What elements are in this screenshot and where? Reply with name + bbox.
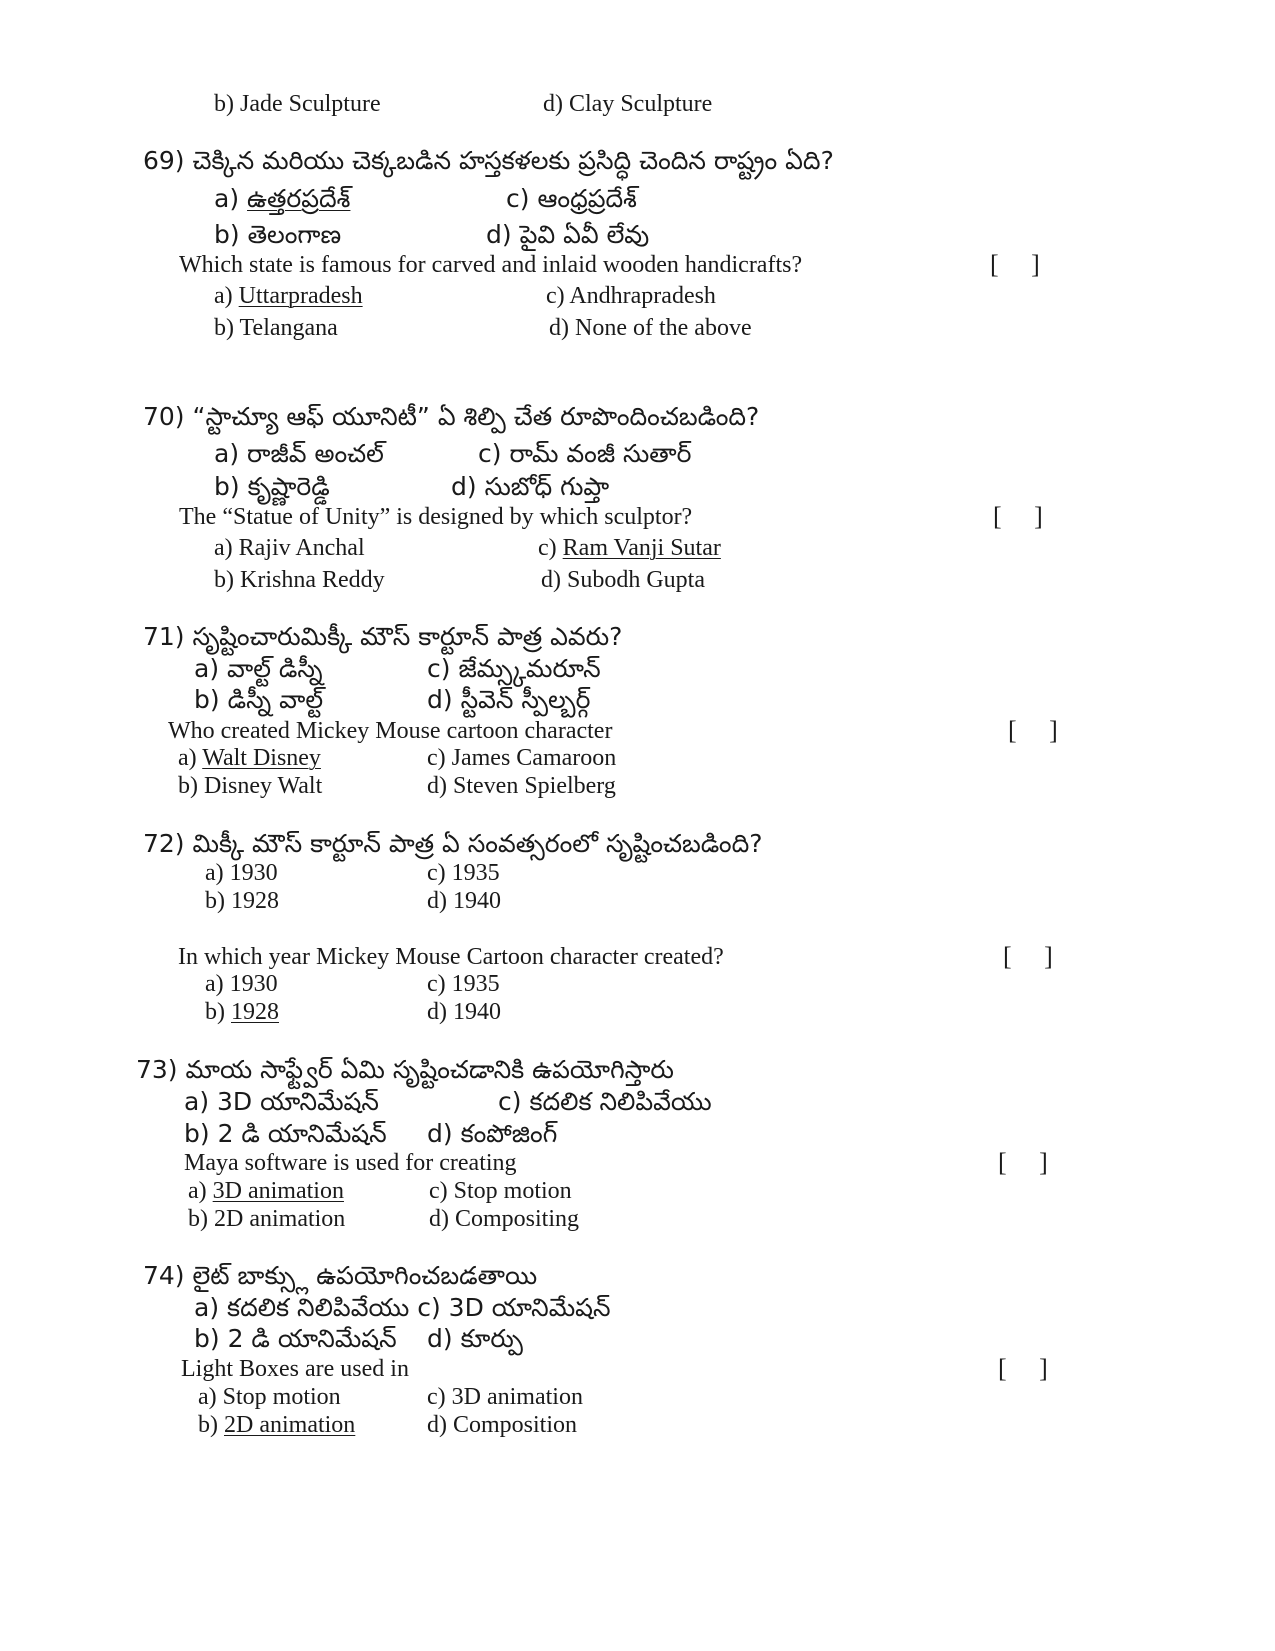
- q70-telugu-option-b: b) కృష్ణారెడ్డి: [214, 472, 330, 501]
- q74-telugu-question: 74) లైట్ బాక్స్లు ఉపయోగించబడతాయి: [143, 1261, 538, 1290]
- q71-telugu-option-b: b) డిస్నీ వాల్ట్: [194, 685, 324, 714]
- option-d: d) Clay Sculpture: [543, 91, 713, 117]
- q72-telugu-option-c: c) 1935: [427, 860, 500, 886]
- q74-option-c: c) 3D animation: [427, 1384, 583, 1410]
- option-b: b) Jade Sculpture: [214, 91, 381, 117]
- q69-answer: Uttarpradesh: [238, 283, 363, 309]
- q73-english-question: Maya software is used for creating: [184, 1150, 517, 1176]
- q72-answer-bracket: [ ]: [1003, 942, 1053, 971]
- q73-option-a: a) 3D animation: [188, 1178, 344, 1204]
- q70-telugu-option-d: d) సుబోధ్ గుప్తా: [451, 472, 610, 501]
- q71-telugu-option-a: a) వాల్ట్ డిస్నీ: [194, 654, 323, 683]
- q72-english-question: In which year Mickey Mouse Cartoon character created?: [178, 944, 724, 970]
- q71-option-a: a) Walt Disney: [178, 745, 321, 771]
- q71-option-c: c) James Camaroon: [427, 745, 617, 771]
- q71-answer-bracket: [ ]: [1008, 716, 1058, 745]
- q74-option-a: a) Stop motion: [198, 1384, 341, 1410]
- q69-telugu-option-b: b) తెలంగాణ: [214, 220, 342, 249]
- q73-telugu-option-a: a) 3D యానిమేషన్: [184, 1087, 379, 1116]
- q70-telugu-option-c: c) రామ్ వంజీ సుతార్: [478, 439, 692, 468]
- q70-option-d: d) Subodh Gupta: [541, 567, 705, 593]
- q69-option-d: d) None of the above: [549, 315, 752, 341]
- q73-telugu-question: 73) మాయ సాఫ్ట్వేర్ ఏమి సృష్టించడానికి ఉపయోగిస్తారు: [136, 1055, 674, 1084]
- q74-telugu-option-d: d) కూర్పు: [427, 1324, 523, 1353]
- q69-telugu-question: 69) చెక్కిన మరియు చెక్కబడిన హస్తకళలకు ప్రసిద్ధి చెందిన రాష్ట్రం ఏది?: [143, 146, 834, 175]
- q72-option-b: b) 1928: [205, 999, 279, 1025]
- q70-telugu-option-a: a) రాజీవ్ అంచల్: [214, 439, 384, 468]
- q71-telugu-option-d: d) స్టీవెన్ స్పీల్బర్గ్: [427, 685, 591, 714]
- q72-answer: 1928: [231, 999, 279, 1025]
- q70-answer: Ram Vanji Sutar: [562, 535, 721, 561]
- q74-option-d: d) Composition: [427, 1412, 578, 1438]
- q73-telugu-option-b: b) 2 డి యానిమేషన్: [184, 1119, 387, 1148]
- q69-telugu-option-c: c) ఆంధ్రప్రదేశ్: [506, 184, 637, 213]
- q72-telugu-option-d: d) 1940: [427, 888, 501, 914]
- q71-option-d: d) Steven Spielberg: [427, 773, 616, 799]
- q72-option-d: d) 1940: [427, 999, 501, 1025]
- q70-english-question: The “Statue of Unity” is designed by which sculptor?: [179, 504, 693, 530]
- q72-telugu-question: 72) మిక్కీ మౌస్ కార్టూన్ పాత్ర ఏ సంవత్సరంలో సృష్టించబడింది?: [143, 829, 763, 858]
- q74-answer: 2D animation: [224, 1412, 356, 1438]
- q69-telugu-answer: ఉత్తరప్రదేశ్: [247, 184, 351, 213]
- q72-telugu-option-b: b) 1928: [205, 888, 279, 914]
- q73-option-d: d) Compositing: [429, 1206, 580, 1232]
- q69-option-a: a) Uttarpradesh: [214, 283, 363, 309]
- q74-telugu-option-b: b) 2 డి యానిమేషన్: [194, 1324, 397, 1353]
- q71-english-question: Who created Mickey Mouse cartoon character: [168, 718, 613, 744]
- q70-answer-bracket: [ ]: [993, 502, 1043, 531]
- q72-telugu-option-a: a) 1930: [205, 860, 278, 886]
- q73-answer-bracket: [ ]: [998, 1148, 1048, 1177]
- q69-option-b: b) Telangana: [214, 315, 338, 341]
- q70-telugu-question: 70) “స్టాచ్యూ ఆఫ్ యూనిటీ” ఏ శిల్పి చేత రూపొందించబడింది?: [143, 402, 760, 431]
- q71-telugu-option-c: c) జేమ్స్కమరూన్: [427, 654, 601, 683]
- q71-answer: Walt Disney: [202, 745, 321, 771]
- q69-telugu-option-a: a) ఉత్తరప్రదేశ్: [214, 184, 351, 213]
- q69-answer-bracket: [ ]: [990, 250, 1040, 279]
- q70-option-b: b) Krishna Reddy: [214, 567, 385, 593]
- q74-telugu-option-a-c: a) కదలిక నిలిపివేయు c) 3D యానిమేషన్: [194, 1293, 611, 1322]
- q69-option-c: c) Andhrapradesh: [546, 283, 716, 309]
- q73-option-b: b) 2D animation: [188, 1206, 346, 1232]
- q74-english-question: Light Boxes are used in: [181, 1356, 409, 1382]
- q74-option-b: b) 2D animation: [198, 1412, 356, 1438]
- q73-telugu-option-c: c) కదలిక నిలిపివేయు: [498, 1087, 712, 1116]
- q72-option-c: c) 1935: [427, 971, 500, 997]
- q69-telugu-option-d: d) పైవి ఏవీ లేవు: [486, 220, 650, 249]
- q74-answer-bracket: [ ]: [998, 1354, 1048, 1383]
- q70-option-c: c) Ram Vanji Sutar: [538, 535, 721, 561]
- q71-telugu-question: 71) సృష్టించారుమిక్కీ మౌస్ కార్టూన్ పాత్ర ఎవరు?: [143, 622, 623, 651]
- q71-option-b: b) Disney Walt: [178, 773, 323, 799]
- q73-telugu-option-d: d) కంపోజింగ్: [427, 1119, 558, 1148]
- q69-english-question: Which state is famous for carved and inlaid wooden handicrafts?: [179, 252, 803, 278]
- q70-option-a: a) Rajiv Anchal: [214, 535, 365, 561]
- q73-answer: 3D animation: [212, 1178, 344, 1204]
- q72-option-a: a) 1930: [205, 971, 278, 997]
- q73-option-c: c) Stop motion: [429, 1178, 572, 1204]
